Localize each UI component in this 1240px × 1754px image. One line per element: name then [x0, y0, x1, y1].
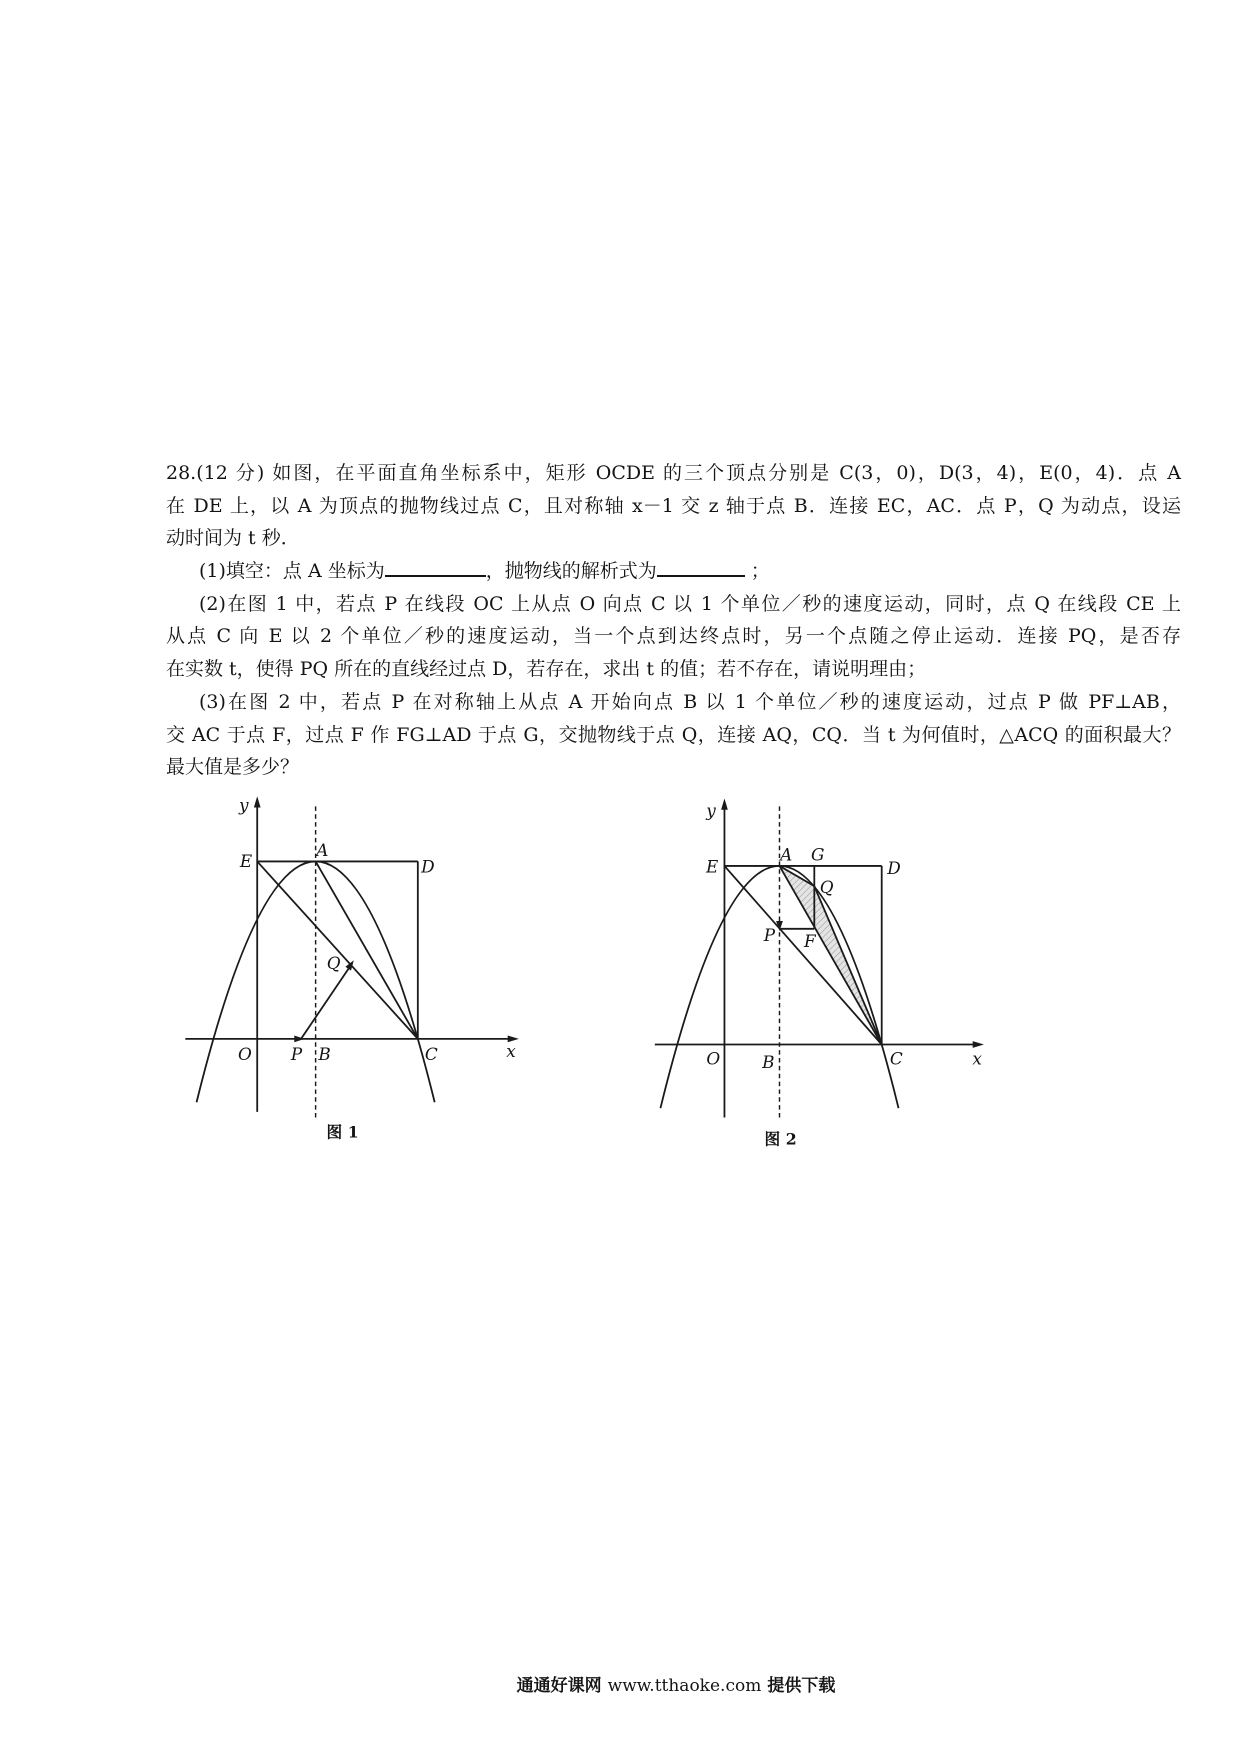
- problem-line-3: 动时间为 t 秒．: [166, 527, 300, 550]
- fig1-label-a: A: [316, 839, 329, 860]
- problem-line-7: 在实数 t，使得 PQ 所在的直线经过点 D，若存在，求出 t 的值；若不存在，请说明理由；: [166, 658, 927, 681]
- fig1-label-p: P: [290, 1044, 303, 1065]
- problem-line-5: (2)在图 1 中，若点 P 在线段 OC 上从点 O 向点 C 以 1 个单位／秒的速度运动，同时，点 Q 在线段 CE 上: [199, 592, 1181, 615]
- fig2-label-f: F: [803, 930, 816, 951]
- problem-line-9: 交 AC 于点 F，过点 F 作 FG⊥AD 于点 G，交抛物线于点 Q，连接 AQ，CQ．当 t 为何值时，△ACQ 的面积最大？: [166, 723, 1181, 746]
- fig1-segment-ac: [316, 861, 418, 1038]
- page-footer: [511, 1671, 841, 1696]
- fig2-segment-qc: [814, 886, 881, 1044]
- fig2-label-o: O: [706, 1048, 721, 1069]
- fig2-label-d: D: [887, 857, 901, 878]
- fig2-label-c: C: [889, 1048, 903, 1069]
- fig2-label-x: x: [972, 1048, 982, 1069]
- fig2-x-axis-arrow: [973, 1041, 984, 1048]
- fig1-y-axis-arrow: [254, 796, 261, 807]
- figure-2: [655, 799, 984, 1149]
- fig1-label-q: Q: [326, 953, 341, 974]
- fig2-label-y: y: [706, 800, 716, 821]
- fig1-label-x: x: [506, 1040, 516, 1061]
- fig1-label-c: C: [424, 1044, 438, 1065]
- footer-url[interactable]: www.tthaoke.com: [607, 1676, 762, 1696]
- answer-blank-point-a: [385, 559, 486, 577]
- fig2-label-q: Q: [819, 876, 834, 897]
- fig2-label-g: G: [810, 844, 825, 865]
- problem-28: [166, 457, 1181, 784]
- problem-line-6: 从点 C 向 E 以 2 个单位／秒的速度运动，当一个点到达终点时，另一个点随之停止运动．连接 PQ，是否存: [166, 625, 1181, 648]
- answer-blank-parabola: [657, 559, 745, 577]
- fig1-segment-ec: [257, 861, 418, 1038]
- problem-line-4: [166, 555, 1181, 588]
- footer-site-name: 通通好课网: [516, 1676, 602, 1696]
- fig1-caption: 图 1: [326, 1122, 359, 1142]
- footer-suffix: 提供下载: [767, 1676, 836, 1696]
- fig1-segment-pq: [301, 966, 350, 1039]
- question-1-text-mid: ，抛物线的解析式为: [485, 560, 657, 583]
- fig2-label-e: E: [705, 856, 719, 877]
- fig2-label-p: P: [763, 925, 776, 946]
- problem-line-1: 28.(12 分) 如图，在平面直角坐标系中，矩形 OCDE 的三个顶点分别是 C(3，0)，D(3，4)，E(0，4)．点 A: [166, 462, 1181, 484]
- figure-1: [185, 795, 519, 1142]
- fig2-caption: 图 2: [764, 1129, 797, 1149]
- figures: [0, 780, 1240, 1180]
- question-1-text: (1)填空：点 A 坐标为: [199, 560, 385, 583]
- fig1-label-y: y: [238, 794, 249, 815]
- problem-line-8: (3)在图 2 中，若点 P 在对称轴上从点 A 开始向点 B 以 1 个单位／秒的速度运动，过点 P 做 PF⊥AB，: [199, 690, 1181, 713]
- fig2-label-a: A: [780, 844, 793, 865]
- problem-line-2: 在 DE 上，以 A 为顶点的抛物线过点 C，且对称轴 x－1 交 z 轴于点 B．连接 EC，AC．点 P，Q 为动点，设运: [166, 494, 1181, 517]
- question-1-text-end: ；: [744, 560, 770, 583]
- fig2-y-axis-arrow: [721, 799, 728, 810]
- fig1-label-b: B: [318, 1044, 331, 1065]
- fig1-label-o: O: [237, 1044, 252, 1065]
- problem-line-10: 最大值是多少？: [166, 756, 300, 779]
- fig1-label-e: E: [239, 851, 253, 872]
- fig1-label-d: D: [421, 856, 435, 877]
- fig2-label-b: B: [762, 1052, 775, 1073]
